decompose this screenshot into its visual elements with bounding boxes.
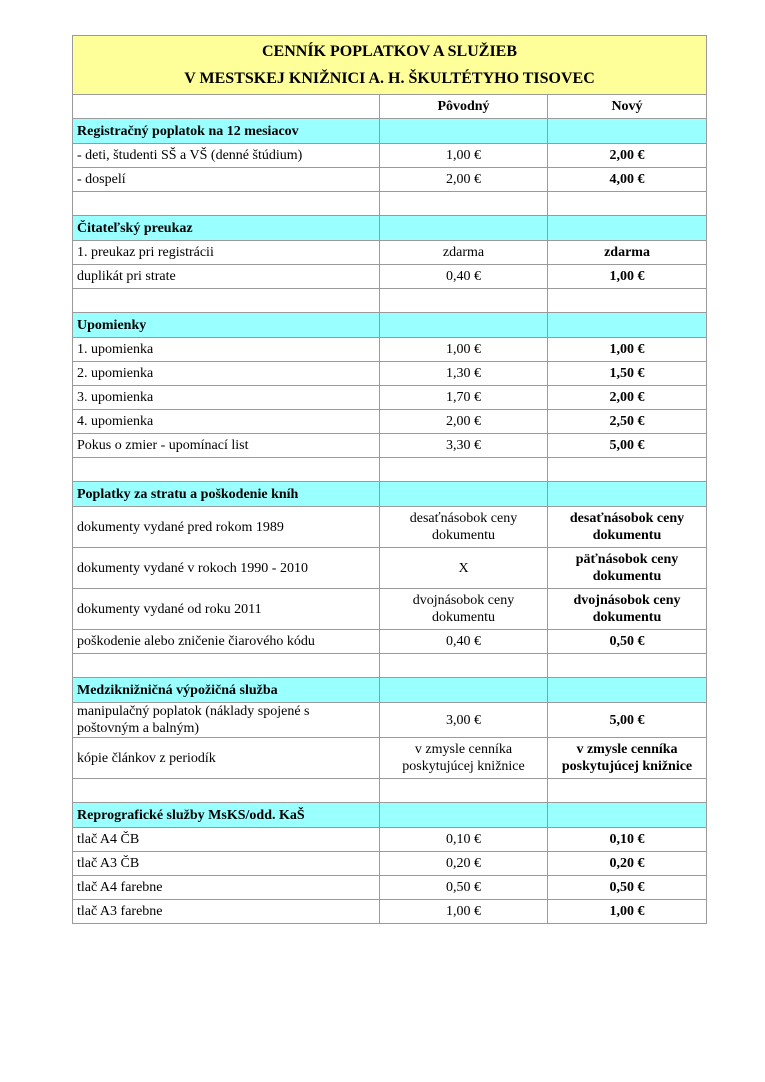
item-label: tlač A4 ČB (73, 828, 380, 852)
section-empty-cell (548, 216, 707, 241)
new-price: 0,50 € (548, 876, 707, 900)
section-empty-cell (548, 678, 707, 703)
section-title: Čitateľský preukaz (73, 216, 380, 241)
section-empty-cell (380, 678, 548, 703)
spacer-cell (548, 289, 707, 313)
price-row (73, 876, 707, 900)
old-price: 0,50 € (380, 876, 548, 900)
new-price: 0,20 € (548, 852, 707, 876)
new-price: 5,00 € (548, 434, 707, 458)
old-price: dvojnásobok ceny dokumentu (380, 589, 548, 630)
price-row (73, 241, 707, 265)
item-label: 3. upomienka (73, 386, 380, 410)
item-label: kópie článkov z periodík (73, 738, 380, 779)
item-label: tlač A3 farebne (73, 900, 380, 924)
header-new: Nový (548, 95, 707, 119)
section-title: Upomienky (73, 313, 380, 338)
price-row (73, 630, 707, 654)
price-row (73, 507, 707, 548)
item-label: duplikát pri strate (73, 265, 380, 289)
section-empty-cell (380, 482, 548, 507)
new-price: 0,10 € (548, 828, 707, 852)
new-price: 1,00 € (548, 338, 707, 362)
price-row (73, 434, 707, 458)
spacer-cell (380, 289, 548, 313)
title-row (73, 36, 707, 95)
spacer-row (73, 654, 707, 678)
old-price: 0,40 € (380, 630, 548, 654)
column-header-row (73, 95, 707, 119)
item-label: 4. upomienka (73, 410, 380, 434)
item-label: poškodenie alebo zničenie čiarového kódu (73, 630, 380, 654)
section-header (73, 119, 707, 144)
old-price: 3,30 € (380, 434, 548, 458)
spacer-cell (73, 654, 380, 678)
spacer-cell (380, 192, 548, 216)
price-list-title (73, 36, 707, 95)
section-header (73, 803, 707, 828)
spacer-row (73, 779, 707, 803)
price-list-table (72, 35, 707, 924)
new-price: päťnásobok ceny dokumentu (548, 548, 707, 589)
title-line-1: CENNÍK POPLATKOV A SLUŽIEB (261, 43, 518, 60)
item-label: dokumenty vydané od roku 2011 (73, 589, 380, 630)
section-empty-cell (548, 119, 707, 144)
section-empty-cell (380, 216, 548, 241)
new-price: 0,50 € (548, 630, 707, 654)
section-title: Registračný poplatok na 12 mesiacov (73, 119, 380, 144)
section-header (73, 313, 707, 338)
new-price: 5,00 € (548, 703, 707, 738)
spacer-cell (548, 779, 707, 803)
item-label: - deti, študenti SŠ a VŠ (denné štúdium) (73, 144, 380, 168)
new-price: zdarma (548, 241, 707, 265)
old-price: 1,00 € (380, 900, 548, 924)
new-price: 2,00 € (548, 144, 707, 168)
item-label: dokumenty vydané pred rokom 1989 (73, 507, 380, 548)
section-title: Medziknižničná výpožičná služba (73, 678, 380, 703)
price-row (73, 900, 707, 924)
new-price: 1,50 € (548, 362, 707, 386)
new-price: desaťnásobok ceny dokumentu (548, 507, 707, 548)
spacer-cell (73, 458, 380, 482)
spacer-cell (548, 192, 707, 216)
item-label: 2. upomienka (73, 362, 380, 386)
new-price: dvojnásobok ceny dokumentu (548, 589, 707, 630)
spacer-row (73, 458, 707, 482)
old-price: desaťnásobok ceny dokumentu (380, 507, 548, 548)
section-header (73, 482, 707, 507)
old-price: 0,10 € (380, 828, 548, 852)
section-title: Poplatky za stratu a poškodenie kníh (73, 482, 380, 507)
new-price: 2,50 € (548, 410, 707, 434)
title-line-2: V MESTSKEJ KNIŽNICI A. H. ŠKULTÉTYHO TISOVEC (184, 70, 595, 87)
price-row (73, 386, 707, 410)
old-price: 0,20 € (380, 852, 548, 876)
price-row (73, 338, 707, 362)
old-price: 1,00 € (380, 338, 548, 362)
spacer-cell (73, 192, 380, 216)
item-label: tlač A3 ČB (73, 852, 380, 876)
price-row (73, 144, 707, 168)
price-row (73, 168, 707, 192)
section-empty-cell (380, 313, 548, 338)
header-old: Pôvodný (380, 95, 548, 119)
price-row (73, 828, 707, 852)
old-price: 3,00 € (380, 703, 548, 738)
new-price: 4,00 € (548, 168, 707, 192)
old-price: X (380, 548, 548, 589)
spacer-cell (380, 654, 548, 678)
spacer-cell (380, 458, 548, 482)
spacer-cell (548, 458, 707, 482)
price-row (73, 589, 707, 630)
old-price: 1,30 € (380, 362, 548, 386)
old-price: 0,40 € (380, 265, 548, 289)
new-price: v zmysle cenníka poskytujúcej knižnice (548, 738, 707, 779)
section-empty-cell (548, 482, 707, 507)
section-empty-cell (380, 119, 548, 144)
old-price: v zmysle cenníka poskytujúcej knižnice (380, 738, 548, 779)
old-price: 2,00 € (380, 168, 548, 192)
item-label: manipulačný poplatok (náklady spojené s poštovným a balným) (73, 703, 380, 738)
spacer-cell (380, 779, 548, 803)
section-empty-cell (548, 313, 707, 338)
spacer-row (73, 289, 707, 313)
old-price: 1,70 € (380, 386, 548, 410)
old-price: zdarma (380, 241, 548, 265)
section-header (73, 678, 707, 703)
price-row (73, 703, 707, 738)
old-price: 2,00 € (380, 410, 548, 434)
spacer-cell (548, 654, 707, 678)
item-label: Pokus o zmier - upomínací list (73, 434, 380, 458)
header-empty-cell (73, 95, 380, 119)
section-empty-cell (548, 803, 707, 828)
section-empty-cell (380, 803, 548, 828)
price-row (73, 265, 707, 289)
item-label: - dospelí (73, 168, 380, 192)
price-row (73, 548, 707, 589)
spacer-row (73, 192, 707, 216)
section-header (73, 216, 707, 241)
item-label: dokumenty vydané v rokoch 1990 - 2010 (73, 548, 380, 589)
item-label: 1. upomienka (73, 338, 380, 362)
spacer-cell (73, 289, 380, 313)
price-row (73, 738, 707, 779)
new-price: 2,00 € (548, 386, 707, 410)
new-price: 1,00 € (548, 900, 707, 924)
item-label: tlač A4 farebne (73, 876, 380, 900)
item-label: 1. preukaz pri registrácii (73, 241, 380, 265)
section-title: Reprografické služby MsKS/odd. KaŠ (73, 803, 380, 828)
price-row (73, 410, 707, 434)
new-price: 1,00 € (548, 265, 707, 289)
spacer-cell (73, 779, 380, 803)
price-row (73, 852, 707, 876)
price-row (73, 362, 707, 386)
old-price: 1,00 € (380, 144, 548, 168)
